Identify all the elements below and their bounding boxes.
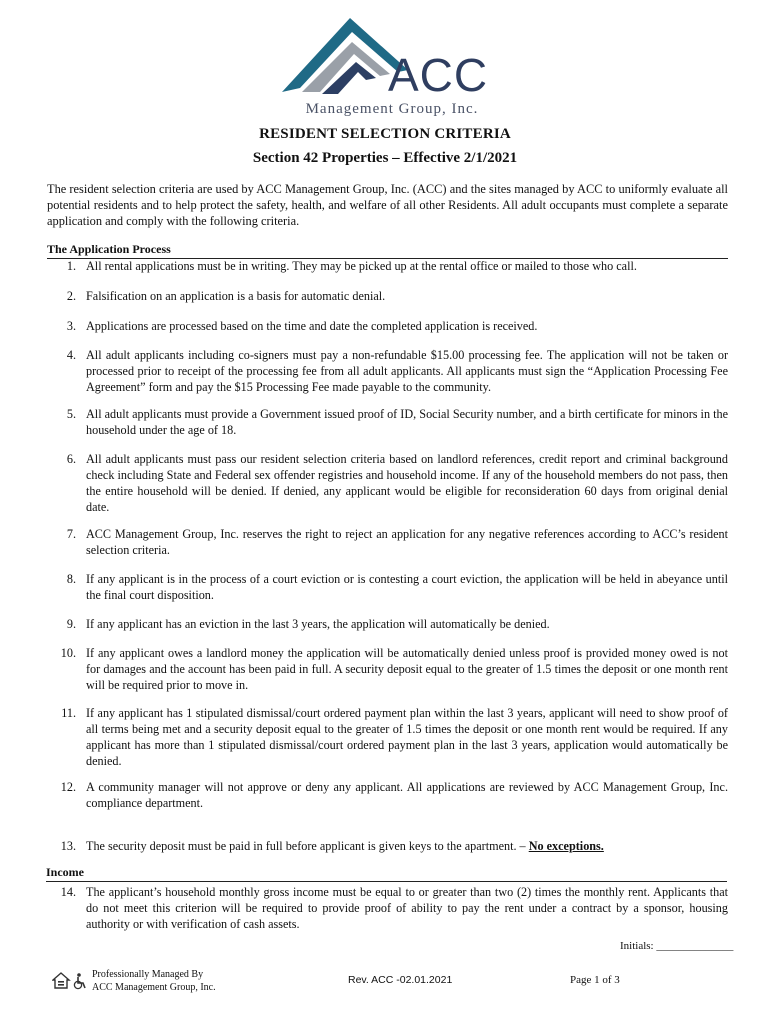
item-text: If any applicant has an eviction in the last 3 years, the application will automatically be denied.	[86, 617, 550, 631]
managed-by-line2: ACC Management Group, Inc.	[92, 982, 216, 993]
item-number: 1.	[66, 259, 76, 273]
item-text: Applications are processed based on the time and date the completed application is received.	[86, 319, 538, 333]
item-text: All adult applicants including co-signers must pay a non-refundable $15.00 processing fee. The application will not be taken or processed prior to receipt of the processing fee from all adult applicants. All applicants must sign the “Application Processing Fee Agreement” form and pay the $15 Processing Fee made payable to the community.	[86, 348, 728, 394]
item-number: 11.	[61, 706, 76, 720]
item-number: 13.	[60, 839, 76, 853]
item-number: 3.	[66, 319, 76, 333]
page-number: Page 1 of 3	[570, 974, 620, 986]
item-text: Falsification on an application is a basis for automatic denial.	[86, 289, 386, 303]
intro-paragraph: The resident selection criteria are used by ACC Management Group, Inc. (ACC) and the sites managed by ACC to uniformly evaluate all potential residents and to help protect the safety, health, and welfare of all other Residents. All adult occupants must complete a separate application and comply with the following criteria.	[47, 182, 728, 228]
list-item	[50, 526, 728, 558]
company-logo	[270, 12, 510, 116]
item-text: If any applicant is in the process of a court eviction or is contesting a court eviction, the application will be held in abeyance until the final court disposition.	[86, 572, 728, 602]
item-text: ACC Management Group, Inc. reserves the right to reject an application for any negative references according to ACC’s resident selection criteria.	[86, 527, 728, 557]
list-item	[50, 838, 728, 854]
list-item	[50, 318, 728, 334]
list-item	[50, 347, 728, 395]
item-number: 9.	[66, 617, 76, 631]
section-heading-income: Income	[46, 865, 727, 882]
list-item	[50, 779, 728, 811]
item-text: If any applicant has 1 stipulated dismissal/court ordered payment plan within the last 3 years, applicant will need to show proof of all terms being met and a security deposit equal to the greater of 1.5 times the deposit or one month rent would be required. If any applicant has more than 1 stipulated dismissal/court ordered payment plan in the last 3 years, application would automatically be denied.	[86, 706, 728, 768]
list-item	[50, 288, 728, 304]
item-number: 8.	[66, 572, 76, 586]
list-item	[50, 451, 728, 515]
item-text: All adult applicants must provide a Government issued proof of ID, Social Security number, and a birth certificate for minors in the household under the age of 18.	[86, 407, 728, 437]
item-text	[86, 838, 728, 854]
item-text: All rental applications must be in writing. They may be picked up at the rental office or mailed to those who call.	[86, 259, 637, 273]
revision-label: Rev. ACC -02.01.2021	[348, 974, 453, 986]
item-number: 6.	[66, 452, 76, 466]
item-number: 2.	[66, 289, 76, 303]
document-title: RESIDENT SELECTION CRITERIA	[259, 126, 511, 142]
list-item	[50, 645, 728, 693]
list-item	[50, 258, 728, 274]
item-number: 7.	[66, 527, 76, 541]
list-item	[50, 616, 728, 632]
item-number: 12.	[60, 780, 76, 794]
list-item	[50, 571, 728, 603]
document-subtitle: Section 42 Properties – Effective 2/1/2021	[252, 150, 518, 166]
item-text: A community manager will not approve or deny any applicant. All applications are reviewed by ACC Management Group, Inc. compliance department.	[86, 780, 728, 810]
item-text: The applicant’s household monthly gross income must be equal to or greater than two (2) times the monthly rent. Applicants that do not meet this criterion will be required to provide proof of ability to pay the rent under a contract by a sponsor, housing authority or with verification of cash assets.	[86, 885, 728, 931]
equal-housing-accessibility-icon	[52, 972, 88, 995]
initials-field: Initials: ______________	[620, 940, 734, 952]
list-item	[50, 705, 728, 769]
list-item	[50, 884, 728, 932]
section-heading-application: The Application Process	[47, 242, 728, 259]
item-number: 10.	[60, 646, 76, 660]
item-number: 14.	[60, 885, 76, 899]
item-number: 4.	[66, 348, 76, 362]
logo-subtitle: Management Group, Inc.	[305, 101, 479, 117]
footer-managed-by	[92, 968, 216, 994]
list-item	[50, 406, 728, 438]
item-text: If any applicant owes a landlord money the application will be automatically denied unless proof is provided money owed is not for damages and the account has been paid in full. A security deposit equal to the greater of 1.5 times the deposit or one month rent will be required prior to move in.	[86, 646, 728, 692]
managed-by-line1: Professionally Managed By	[92, 969, 204, 980]
item-text-main: The security deposit must be paid in full before applicant is given keys to the apartment. –	[86, 839, 529, 853]
item-number: 5.	[66, 407, 76, 421]
no-exceptions-emphasis: No exceptions.	[528, 839, 604, 853]
logo-brand-text: ACC	[388, 49, 489, 101]
item-text: All adult applicants must pass our resident selection criteria based on landlord references, credit report and criminal background check including State and Federal sex offender registries and household income. If any of the household members do not pass, then the entire household will be denied. If denied, any applicant would be eligible for reconsideration 60 days from original denial date.	[86, 452, 728, 514]
